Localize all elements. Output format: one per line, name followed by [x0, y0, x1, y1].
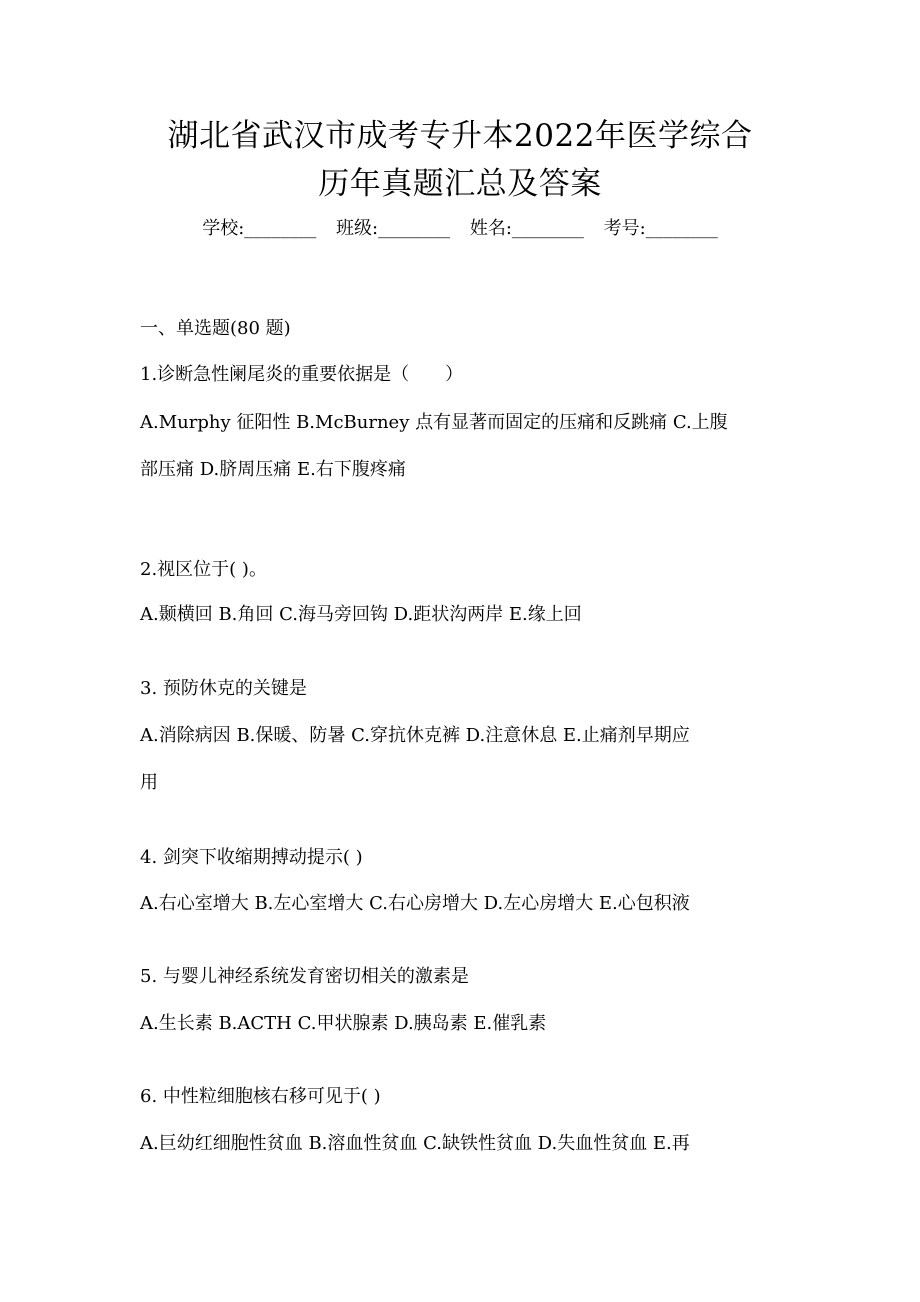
- question-4-options: A.右心室增大 B.左心室增大 C.右心房增大 D.左心房增大 E.心包积液: [140, 893, 690, 914]
- question-6: 6. 中性粒细胞核右移可见于( ): [140, 1086, 381, 1107]
- question-1: 1.诊断急性阑尾炎的重要依据是（ ）: [140, 364, 464, 385]
- question-5-options: A.生长素 B.ACTH C.甲状腺素 D.胰岛素 E.催乳素: [140, 1013, 547, 1034]
- question-3-options-line1: A.消除病因 B.保暖、防暑 C.穿抗休克裤 D.注意休息 E.止痛剂早期应: [140, 725, 690, 746]
- question-1-options-line1: A.Murphy 征阳性 B.McBurney 点有显著而固定的压痛和反跳痛 C.上腹: [140, 412, 728, 433]
- question-6-options: A.巨幼红细胞性贫血 B.溶血性贫血 C.缺铁性贫血 D.失血性贫血 E.再: [140, 1133, 690, 1154]
- name-field: 姓名:________: [469, 218, 584, 239]
- document-title-line2: 历年真题汇总及答案: [318, 166, 602, 202]
- class-field: 班级:________: [336, 218, 451, 239]
- student-info-fields: [0, 214, 920, 244]
- section-heading: 一、单选题(80 题): [140, 318, 291, 339]
- school-field: 学校:________: [202, 218, 317, 239]
- document-title-line1: 湖北省武汉市成考专升本2022年医学综合: [167, 118, 753, 154]
- question-5: 5. 与婴儿神经系统发育密切相关的激素是: [140, 966, 469, 987]
- question-2: 2.视区位于( )。: [140, 559, 267, 580]
- question-1-options-line2: 部压痛 D.脐周压痛 E.右下腹疼痛: [140, 459, 406, 480]
- question-4: 4. 剑突下收缩期搏动提示( ): [140, 847, 363, 868]
- exam-number-field: 考号:________: [603, 218, 718, 239]
- question-3-options-line2: 用: [140, 772, 158, 793]
- question-2-options: A.颞横回 B.角回 C.海马旁回钩 D.距状沟两岸 E.缘上回: [140, 604, 582, 625]
- question-3: 3. 预防休克的关键是: [140, 678, 307, 699]
